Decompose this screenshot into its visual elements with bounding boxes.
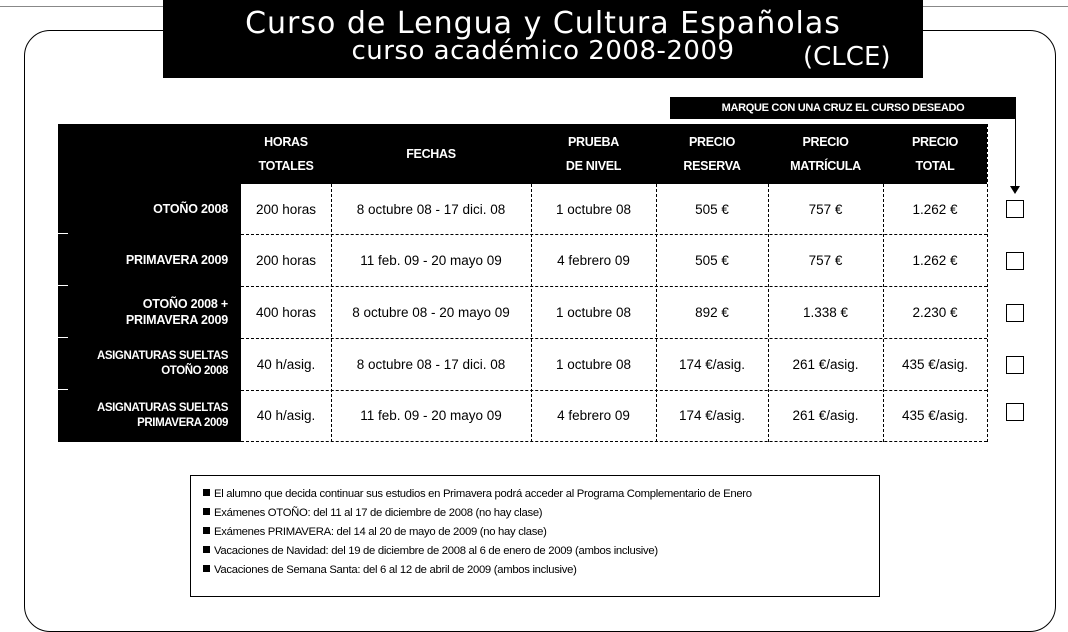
cell-matricula: 261 €/asig. xyxy=(792,356,859,372)
header-total xyxy=(883,124,987,184)
cell-matricula: 757 € xyxy=(808,252,843,268)
cell-reserva: 892 € xyxy=(695,304,729,320)
academic-year: curso académico 2008-2009 xyxy=(351,36,735,66)
cell-prueba: 1 octubre 08 xyxy=(555,304,632,320)
header-line: MATRÍCULA xyxy=(790,159,861,173)
row-label-asignaturas-otono xyxy=(58,339,228,389)
row-label-line: PRIMAVERA 2009 xyxy=(137,417,228,429)
course-checkbox[interactable] xyxy=(1006,304,1024,322)
cell-reserva: 174 €/asig. xyxy=(678,408,746,423)
cell-horas: 40 h/asig. xyxy=(256,356,316,372)
header-line: TOTALES xyxy=(258,159,314,173)
row-label-line: PRIMAVERA 2009 xyxy=(125,253,228,267)
row-label-asignaturas-primavera xyxy=(58,391,228,441)
course-checkbox[interactable] xyxy=(1006,200,1024,218)
cell-horas: 200 horas xyxy=(255,252,317,268)
row-label-line: PRIMAVERA 2009 xyxy=(125,313,228,327)
cell-reserva: 505 € xyxy=(695,252,729,268)
row-separator xyxy=(58,389,68,390)
course-code: (CLCE) xyxy=(803,42,891,72)
note-item: Vacaciones de Semana Santa: del 6 al 12 de abril de 2009 (ambos inclusive) xyxy=(203,561,577,579)
row-separator xyxy=(58,337,68,338)
cell-prueba: 1 octubre 08 xyxy=(555,356,632,372)
instruction-label: MARQUE CON UNA CRUZ EL CURSO DESEADO xyxy=(670,97,1016,119)
note-item: Exámenes OTOÑO: del 11 al 17 de diciembre de 2008 (no hay clase) xyxy=(203,504,542,522)
cell-matricula: 1.338 € xyxy=(802,304,849,320)
row-separator xyxy=(58,285,68,286)
header-line: PRECIO xyxy=(802,135,849,149)
cell-matricula: 757 € xyxy=(808,201,843,217)
course-checkbox[interactable] xyxy=(1006,356,1024,374)
note-item: Exámenes PRIMAVERA: del 14 al 20 de mayo de 2009 (no hay clase) xyxy=(203,523,547,541)
row-label-line: OTOÑO 2008 xyxy=(153,201,228,216)
header-line: HORAS xyxy=(264,135,308,149)
cell-horas: 400 horas xyxy=(255,304,317,320)
header-horas xyxy=(241,124,331,184)
cell-fechas: 8 octubre 08 - 17 dici. 08 xyxy=(356,356,506,372)
note-item: Vacaciones de Navidad: del 19 de diciembre de 2008 al 6 de enero de 2009 (ambos inclusive) xyxy=(203,542,658,560)
arrow-line xyxy=(1015,108,1016,188)
row-separator xyxy=(58,233,68,234)
course-title-banner xyxy=(163,0,923,78)
course-checkbox[interactable] xyxy=(1006,252,1024,270)
cell-horas: 200 horas xyxy=(255,201,317,217)
note-item: El alumno que decida continuar sus estudios en Primavera podrá acceder al Programa Complementario de Enero xyxy=(203,485,752,503)
notes-box xyxy=(190,475,880,597)
header-line: PRECIO xyxy=(911,135,959,149)
header-reserva xyxy=(656,124,768,184)
row-label-line: ASIGNATURAS SUELTAS xyxy=(96,402,228,414)
row-label-primavera-2009 xyxy=(58,235,228,285)
cell-reserva: 505 € xyxy=(695,201,729,217)
cell-horas: 40 h/asig. xyxy=(256,408,316,423)
course-checkbox[interactable] xyxy=(1006,403,1024,421)
grid-line xyxy=(987,124,988,442)
cell-total: 1.262 € xyxy=(912,201,958,217)
cell-fechas: 11 feb. 09 - 20 mayo 09 xyxy=(360,408,502,423)
course-title: Curso de Lengua y Cultura Españolas xyxy=(245,6,841,41)
cell-fechas: 8 octubre 08 - 17 dici. 08 xyxy=(356,201,506,217)
cell-prueba: 4 febrero 09 xyxy=(557,252,630,268)
row-label-otono-2008 xyxy=(58,184,228,233)
cell-matricula: 261 €/asig. xyxy=(792,408,859,423)
row-label-line: ASIGNATURAS SUELTAS xyxy=(96,350,228,362)
header-fechas xyxy=(331,124,531,184)
cell-fechas: 11 feb. 09 - 20 mayo 09 xyxy=(360,252,502,268)
header-line: FECHAS xyxy=(406,147,456,161)
cell-total: 2.230 € xyxy=(912,304,958,320)
cell-prueba: 4 febrero 09 xyxy=(557,408,630,423)
header-prueba xyxy=(531,124,656,184)
header-matricula xyxy=(768,124,883,184)
header-line: TOTAL xyxy=(915,159,955,173)
arrow-down-icon xyxy=(1010,186,1020,194)
cell-fechas: 8 octubre 08 - 20 mayo 09 xyxy=(352,304,510,320)
grid-line xyxy=(241,441,987,442)
header-line: PRECIO xyxy=(688,135,736,149)
row-label-line: OTOÑO 2008 xyxy=(161,365,228,377)
cell-total: 435 €/asig. xyxy=(901,408,969,423)
row-label-line: OTOÑO 2008 + xyxy=(142,297,228,311)
header-line: PRUEBA xyxy=(568,135,619,149)
row-label-otono-primavera xyxy=(58,287,228,337)
header-line: DE NIVEL xyxy=(565,159,622,173)
cell-total: 435 €/asig. xyxy=(901,356,969,372)
cell-total: 1.262 € xyxy=(912,252,958,268)
cell-reserva: 174 €/asig. xyxy=(678,356,746,372)
cell-prueba: 1 octubre 08 xyxy=(555,201,632,217)
header-line: RESERVA xyxy=(683,159,741,173)
